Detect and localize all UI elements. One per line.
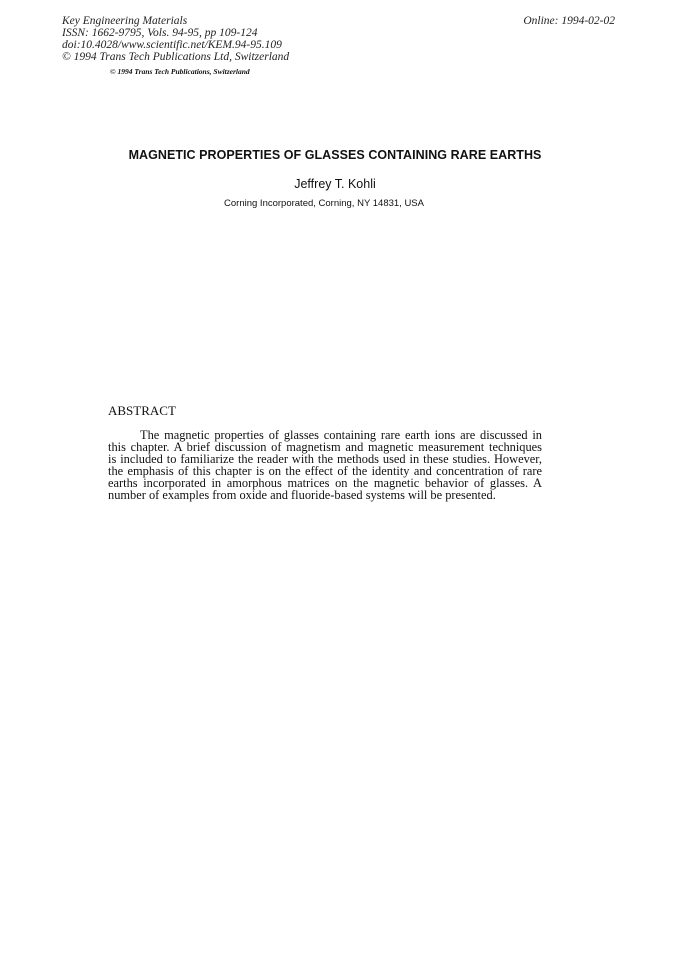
- abstract-line: number of examples from oxide and fluoride-based systems will be presented.: [108, 488, 496, 503]
- issn-volume-pages: ISSN: 1662-9795, Vols. 94-95, pp 109-124: [62, 27, 258, 39]
- paper-title: MAGNETIC PROPERTIES OF GLASSES CONTAINING RARE EARTHS: [128, 148, 542, 162]
- abstract-line: The magnetic properties of glasses containing rare earth ions are discussed in: [140, 428, 542, 442]
- publisher-copyright: © 1994 Trans Tech Publications Ltd, Switzerland: [62, 51, 290, 63]
- abstract-heading: ABSTRACT: [108, 403, 176, 418]
- copyright-stamp: © 1994 Trans Tech Publications, Switzerland: [110, 67, 250, 76]
- abstract-line: the emphasis of this chapter is on the effect of the identity and concentration of rare: [108, 464, 542, 479]
- journal-citation-block: [62, 15, 289, 63]
- author-affiliation: Corning Incorporated, Corning, NY 14831, USA: [224, 198, 424, 209]
- abstract-body: [108, 429, 542, 502]
- paper-author: Jeffrey T. Kohli: [294, 177, 376, 191]
- journal-name: Key Engineering Materials: [62, 15, 188, 27]
- abstract-line: is included to familiarize the reader with the methods used in these studies. However,: [108, 452, 542, 467]
- abstract-line: earths incorporated in amorphous matrices on the magnetic behavior of glasses. A: [108, 476, 542, 491]
- abstract-line: this chapter. A brief discussion of magnetism and magnetic measurement techniques: [108, 440, 542, 455]
- doi-line: doi:10.4028/www.scientific.net/KEM.94-95.109: [62, 39, 282, 51]
- online-date: Online: 1994-02-02: [523, 15, 615, 27]
